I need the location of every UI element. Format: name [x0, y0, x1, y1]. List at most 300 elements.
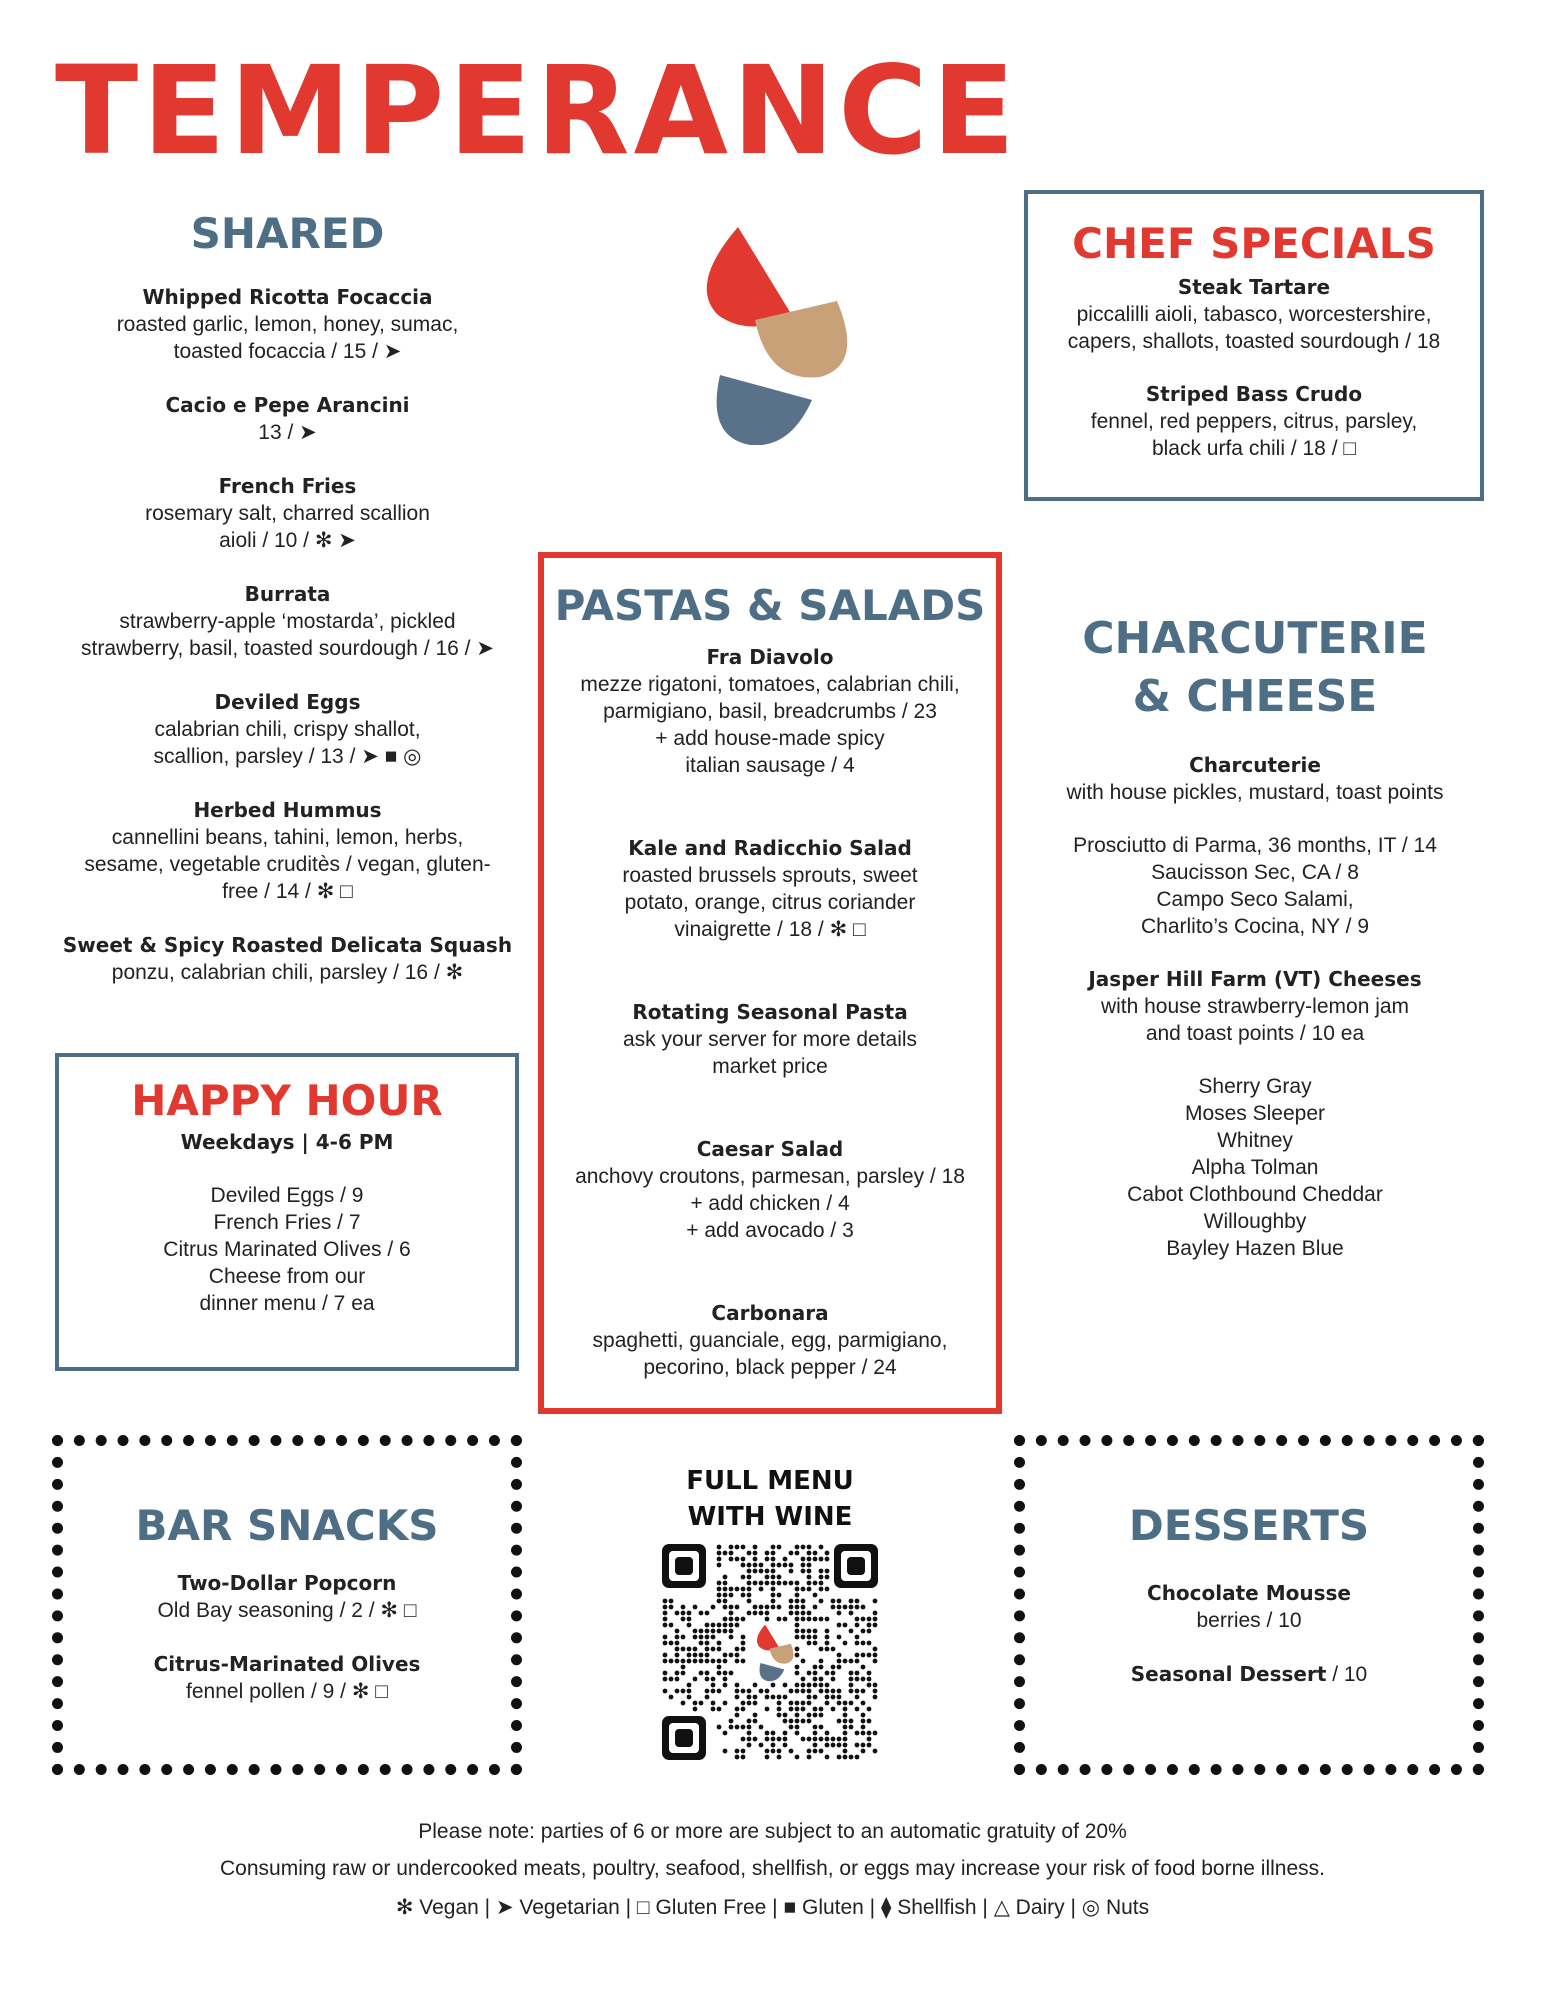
item-desc: piccalilli aioli, tabasco, worcestershire,: [1076, 303, 1432, 327]
menu-item: [1025, 1580, 1473, 1634]
menu-item: [544, 835, 996, 943]
item-name: Cacio e Pepe Arancini: [165, 393, 410, 418]
qr-module: [813, 1707, 818, 1712]
qr-module: [735, 1623, 740, 1628]
item-desc: with house pickles, mustard, toast points: [1066, 781, 1444, 804]
qr-module: [723, 1671, 728, 1676]
happy-hour-line: Cheese from our: [208, 1265, 366, 1289]
qr-module: [675, 1659, 680, 1664]
menu-item: [1028, 381, 1480, 462]
qr-module: [819, 1707, 824, 1712]
qr-module: [723, 1677, 728, 1682]
qr-module: [777, 1605, 782, 1610]
qr-module: [825, 1671, 830, 1676]
qr-module: [795, 1629, 800, 1634]
qr-module: [723, 1551, 728, 1556]
qr-module: [849, 1701, 854, 1706]
qr-module: [663, 1689, 668, 1694]
qr-module: [867, 1629, 872, 1634]
qr-module: [765, 1575, 770, 1580]
charcuterie-cheese-section: [1030, 610, 1480, 1262]
qr-module: [771, 1563, 776, 1568]
qr-module: [753, 1719, 758, 1724]
qr-module: [801, 1635, 806, 1640]
item-desc: free / 14 / ✻ □: [222, 880, 353, 904]
menu-item: [544, 1300, 996, 1381]
menu-item: [544, 1136, 996, 1244]
qr-module: [795, 1689, 800, 1694]
qr-module: [813, 1641, 818, 1646]
qr-module: [711, 1647, 716, 1652]
item-desc: with house strawberry-lemon jam: [1100, 995, 1410, 1018]
happy-hour-line: Deviled Eggs / 9: [210, 1184, 364, 1208]
qr-module: [687, 1683, 692, 1688]
item-name: Charcuterie: [1189, 753, 1321, 777]
qr-module: [669, 1695, 674, 1700]
qr-module: [819, 1545, 824, 1550]
qr-module: [759, 1581, 764, 1586]
qr-module: [723, 1659, 728, 1664]
qr-module: [837, 1605, 842, 1610]
qr-module: [783, 1713, 788, 1718]
restaurant-name: TEMPERANCE: [55, 40, 1020, 182]
qr-module: [795, 1653, 800, 1658]
qr-module: [837, 1599, 842, 1604]
qr-module: [681, 1701, 686, 1706]
qr-module: [777, 1617, 782, 1622]
qr-module: [861, 1719, 866, 1724]
qr-heading-line1: FULL MENU: [686, 1466, 854, 1496]
qr-module: [825, 1647, 830, 1652]
qr-module: [825, 1695, 830, 1700]
qr-module: [747, 1563, 752, 1568]
qr-module: [843, 1731, 848, 1736]
qr-module: [855, 1743, 860, 1748]
qr-module: [801, 1737, 806, 1742]
item-name: Fra Diavolo: [706, 645, 834, 670]
item-desc: pecorino, black pepper / 24: [643, 1356, 897, 1380]
chef-specials-title: CHEF SPECIALS: [1072, 219, 1436, 268]
qr-module: [807, 1545, 812, 1550]
qr-module: [849, 1725, 854, 1730]
qr-module: [723, 1623, 728, 1628]
qr-module: [855, 1641, 860, 1646]
qr-module: [771, 1569, 776, 1574]
qr-module: [849, 1629, 854, 1634]
item-desc: spaghetti, guanciale, egg, parmigiano,: [592, 1329, 948, 1353]
qr-module: [837, 1665, 842, 1670]
qr-module: [819, 1659, 824, 1664]
qr-module: [747, 1737, 752, 1742]
qr-module: [735, 1557, 740, 1562]
qr-module: [717, 1587, 722, 1592]
qr-module: [693, 1647, 698, 1652]
menu-item: [63, 1570, 511, 1624]
qr-module: [771, 1581, 776, 1586]
qr-module: [741, 1563, 746, 1568]
shared-section: [40, 210, 535, 1013]
qr-module: [873, 1659, 878, 1664]
qr-module: [687, 1653, 692, 1658]
qr-module: [783, 1719, 788, 1724]
item-name: Rotating Seasonal Pasta: [632, 1000, 908, 1025]
qr-module: [819, 1599, 824, 1604]
qr-module: [699, 1611, 704, 1616]
qr-module: [837, 1659, 842, 1664]
qr-module: [849, 1683, 854, 1688]
qr-module: [873, 1617, 878, 1622]
qr-module: [705, 1671, 710, 1676]
item-desc: fennel, red peppers, citrus, parsley,: [1090, 410, 1418, 434]
item-desc: black urfa chili / 18 / □: [1151, 437, 1357, 461]
qr-module: [693, 1605, 698, 1610]
qr-module: [729, 1545, 734, 1550]
qr-module: [711, 1623, 716, 1628]
qr-module: [849, 1719, 854, 1724]
qr-module: [753, 1695, 758, 1700]
qr-module: [807, 1671, 812, 1676]
qr-module: [813, 1617, 818, 1622]
qr-module: [825, 1683, 830, 1688]
qr-module: [789, 1551, 794, 1556]
bar-snacks-title: BAR SNACKS: [135, 1501, 439, 1550]
qr-module: [807, 1695, 812, 1700]
qr-module: [807, 1737, 812, 1742]
qr-module: [801, 1599, 806, 1604]
qr-module: [765, 1617, 770, 1622]
qr-module: [723, 1605, 728, 1610]
meat-line: Prosciutto di Parma, 36 months, IT / 14: [1073, 834, 1437, 857]
qr-module: [795, 1665, 800, 1670]
qr-module: [789, 1707, 794, 1712]
qr-module: [855, 1599, 860, 1604]
qr-module: [717, 1707, 722, 1712]
qr-module: [861, 1731, 866, 1736]
qr-module: [693, 1653, 698, 1658]
qr-module: [747, 1587, 752, 1592]
qr-module: [723, 1683, 728, 1688]
qr-module: [723, 1575, 728, 1580]
qr-module: [687, 1659, 692, 1664]
cheese-line: Whitney: [1217, 1129, 1293, 1152]
qr-module: [681, 1659, 686, 1664]
qr-module: [795, 1599, 800, 1604]
qr-module: [741, 1749, 746, 1754]
qr-module: [843, 1707, 848, 1712]
qr-module: [741, 1659, 746, 1664]
qr-module: [813, 1593, 818, 1598]
qr-module: [867, 1641, 872, 1646]
qr-module: [819, 1617, 824, 1622]
qr-module: [711, 1707, 716, 1712]
qr-module: [819, 1647, 824, 1652]
qr-module: [687, 1647, 692, 1652]
qr-module: [777, 1575, 782, 1580]
qr-module: [723, 1653, 728, 1658]
qr-module: [687, 1695, 692, 1700]
food-safety-note: Consuming raw or undercooked meats, poultry, seafood, shellfish, or eggs may increase your risk of food borne illness.: [220, 1857, 1325, 1880]
qr-module: [783, 1581, 788, 1586]
qr-module: [867, 1617, 872, 1622]
qr-module: [735, 1587, 740, 1592]
qr-module: [741, 1635, 746, 1640]
qr-module: [675, 1611, 680, 1616]
item-name: Chocolate Mousse: [1147, 1581, 1351, 1606]
qr-module: [825, 1743, 830, 1748]
item-desc: and toast points / 10 ea: [1145, 1022, 1365, 1045]
qr-module: [705, 1641, 710, 1646]
qr-module: [813, 1629, 818, 1634]
qr-module: [735, 1653, 740, 1658]
qr-module: [777, 1593, 782, 1598]
qr-module: [717, 1665, 722, 1670]
qr-module: [771, 1557, 776, 1562]
qr-module: [807, 1629, 812, 1634]
qr-module: [819, 1683, 824, 1688]
qr-module: [807, 1587, 812, 1592]
qr-module: [765, 1605, 770, 1610]
qr-module: [735, 1707, 740, 1712]
desserts-box: [1014, 1435, 1484, 1775]
qr-module: [801, 1563, 806, 1568]
qr-module: [681, 1665, 686, 1670]
qr-module: [777, 1563, 782, 1568]
qr-module: [843, 1743, 848, 1748]
qr-module: [807, 1719, 812, 1724]
qr-module: [795, 1647, 800, 1652]
qr-module: [801, 1701, 806, 1706]
qr-module: [765, 1707, 770, 1712]
qr-module: [687, 1617, 692, 1622]
qr-module: [783, 1557, 788, 1562]
qr-module: [675, 1635, 680, 1640]
qr-module: [693, 1707, 698, 1712]
qr-module: [855, 1617, 860, 1622]
qr-module: [795, 1593, 800, 1598]
qr-module: [729, 1551, 734, 1556]
cheese-line: Alpha Tolman: [1191, 1156, 1319, 1179]
qr-module: [825, 1557, 830, 1562]
qr-module: [729, 1719, 734, 1724]
qr-module: [807, 1551, 812, 1556]
qr-module: [759, 1611, 764, 1616]
qr-module: [705, 1653, 710, 1658]
qr-module: [819, 1749, 824, 1754]
item-desc: vinaigrette / 18 / ✻ □: [674, 918, 866, 942]
qr-module: [795, 1605, 800, 1610]
item-desc: cannellini beans, tahini, lemon, herbs,: [111, 826, 464, 850]
qr-module: [783, 1695, 788, 1700]
qr-module: [801, 1629, 806, 1634]
qr-module: [711, 1677, 716, 1682]
qr-module: [831, 1689, 836, 1694]
qr-module: [843, 1659, 848, 1664]
qr-module: [837, 1689, 842, 1694]
shared-title: SHARED: [190, 209, 385, 258]
qr-module: [795, 1725, 800, 1730]
item-desc: sesame, vegetable cruditès / vegan, gluten-: [84, 853, 491, 877]
qr-module: [771, 1575, 776, 1580]
qr-module: [855, 1731, 860, 1736]
qr-module: [813, 1713, 818, 1718]
qr-module: [735, 1689, 740, 1694]
qr-module: [717, 1641, 722, 1646]
item-desc: anchovy croutons, parmesan, parsley / 18: [575, 1165, 965, 1189]
item-name: Steak Tartare: [1177, 275, 1331, 300]
menu-item: [40, 797, 535, 905]
qr-module: [723, 1701, 728, 1706]
qr-module: [681, 1617, 686, 1622]
qr-module: [711, 1683, 716, 1688]
qr-finder-top-left: [662, 1544, 706, 1588]
item-desc: + add house-made spicy: [655, 727, 885, 751]
charcuterie-title-line1: CHARCUTERIE: [1082, 613, 1428, 664]
item-desc: parmigiano, basil, breadcrumbs / 23: [603, 700, 937, 724]
qr-module: [795, 1683, 800, 1688]
dietary-legend: ✻ Vegan | ➤ Vegetarian | □ Gluten Free | ■ Gluten | ⧫ Shellfish | △ Dairy | ◎ Nuts: [395, 1896, 1150, 1919]
qr-module: [789, 1611, 794, 1616]
qr-module: [753, 1551, 758, 1556]
qr-module: [741, 1575, 746, 1580]
qr-module: [873, 1749, 878, 1754]
footer: [0, 1813, 1545, 1926]
item-name: Sweet & Spicy Roasted Delicata Squash: [62, 933, 513, 958]
menu-item: [40, 284, 535, 365]
qr-module: [699, 1641, 704, 1646]
qr-module: [801, 1719, 806, 1724]
qr-module: [861, 1689, 866, 1694]
qr-module: [807, 1581, 812, 1586]
qr-module: [711, 1701, 716, 1706]
meat-line: Saucisson Sec, CA / 8: [1151, 861, 1359, 884]
qr-module: [807, 1641, 812, 1646]
qr-module: [861, 1701, 866, 1706]
item-desc: 13 / ➤: [258, 421, 317, 445]
qr-module: [687, 1611, 692, 1616]
qr-module: [825, 1635, 830, 1640]
qr-module: [801, 1545, 806, 1550]
qr-module: [825, 1737, 830, 1742]
qr-module: [747, 1725, 752, 1730]
qr-module: [819, 1581, 824, 1586]
qr-module: [777, 1755, 782, 1760]
qr-module: [813, 1725, 818, 1730]
qr-module: [669, 1623, 674, 1628]
qr-module: [675, 1689, 680, 1694]
qr-module: [789, 1605, 794, 1610]
qr-module: [717, 1545, 722, 1550]
qr-module: [819, 1689, 824, 1694]
qr-module: [705, 1611, 710, 1616]
logo-blue-petal: [717, 375, 812, 445]
qr-module: [681, 1689, 686, 1694]
qr-module: [795, 1623, 800, 1628]
qr-module: [747, 1611, 752, 1616]
qr-module: [837, 1701, 842, 1706]
qr-module: [783, 1563, 788, 1568]
qr-code-icon[interactable]: [662, 1544, 878, 1760]
qr-module: [813, 1665, 818, 1670]
menu-item: [40, 932, 535, 986]
qr-module: [681, 1611, 686, 1616]
qr-module: [663, 1617, 668, 1622]
qr-module: [675, 1671, 680, 1676]
cheese-line: Sherry Gray: [1198, 1075, 1312, 1098]
qr-module: [807, 1569, 812, 1574]
qr-module: [795, 1731, 800, 1736]
qr-module: [717, 1593, 722, 1598]
item-desc: + add chicken / 4: [690, 1192, 850, 1216]
qr-module: [693, 1635, 698, 1640]
qr-module: [765, 1737, 770, 1742]
qr-module: [711, 1659, 716, 1664]
qr-module: [777, 1707, 782, 1712]
qr-module: [855, 1707, 860, 1712]
qr-module: [843, 1737, 848, 1742]
item-name: Striped Bass Crudo: [1145, 382, 1363, 407]
qr-module: [663, 1671, 668, 1676]
qr-module: [759, 1569, 764, 1574]
qr-module: [705, 1695, 710, 1700]
qr-module: [873, 1599, 878, 1604]
qr-module: [783, 1743, 788, 1748]
qr-module: [801, 1557, 806, 1562]
qr-module: [723, 1617, 728, 1622]
qr-module: [663, 1641, 668, 1646]
qr-module: [765, 1689, 770, 1694]
qr-module: [873, 1731, 878, 1736]
qr-module: [849, 1689, 854, 1694]
qr-module: [795, 1551, 800, 1556]
qr-module: [753, 1611, 758, 1616]
qr-module: [753, 1605, 758, 1610]
qr-module: [843, 1749, 848, 1754]
qr-module: [771, 1749, 776, 1754]
qr-module: [831, 1599, 836, 1604]
qr-module: [849, 1611, 854, 1616]
qr-module: [801, 1605, 806, 1610]
qr-module: [795, 1719, 800, 1724]
charcuterie-title-line2: & CHEESE: [1132, 671, 1378, 722]
qr-module: [795, 1701, 800, 1706]
qr-module: [753, 1701, 758, 1706]
item-desc: + add avocado / 3: [686, 1219, 854, 1243]
qr-module: [729, 1623, 734, 1628]
qr-module: [717, 1689, 722, 1694]
cheese-line: Willoughby: [1203, 1210, 1307, 1233]
qr-module: [735, 1545, 740, 1550]
qr-module: [663, 1635, 668, 1640]
qr-module: [663, 1599, 668, 1604]
qr-module: [771, 1743, 776, 1748]
item-name: Burrata: [244, 582, 331, 607]
qr-module: [825, 1569, 830, 1574]
qr-module: [717, 1671, 722, 1676]
item-name: Seasonal Dessert: [1130, 1662, 1327, 1687]
qr-module: [837, 1611, 842, 1616]
qr-module: [807, 1683, 812, 1688]
item-desc: toasted focaccia / 15 / ➤: [173, 340, 402, 364]
qr-module: [765, 1551, 770, 1556]
qr-module: [819, 1665, 824, 1670]
qr-module: [867, 1737, 872, 1742]
qr-module: [867, 1677, 872, 1682]
qr-module: [843, 1701, 848, 1706]
qr-module: [717, 1557, 722, 1562]
qr-module: [861, 1677, 866, 1682]
qr-module: [771, 1599, 776, 1604]
qr-module: [783, 1617, 788, 1622]
